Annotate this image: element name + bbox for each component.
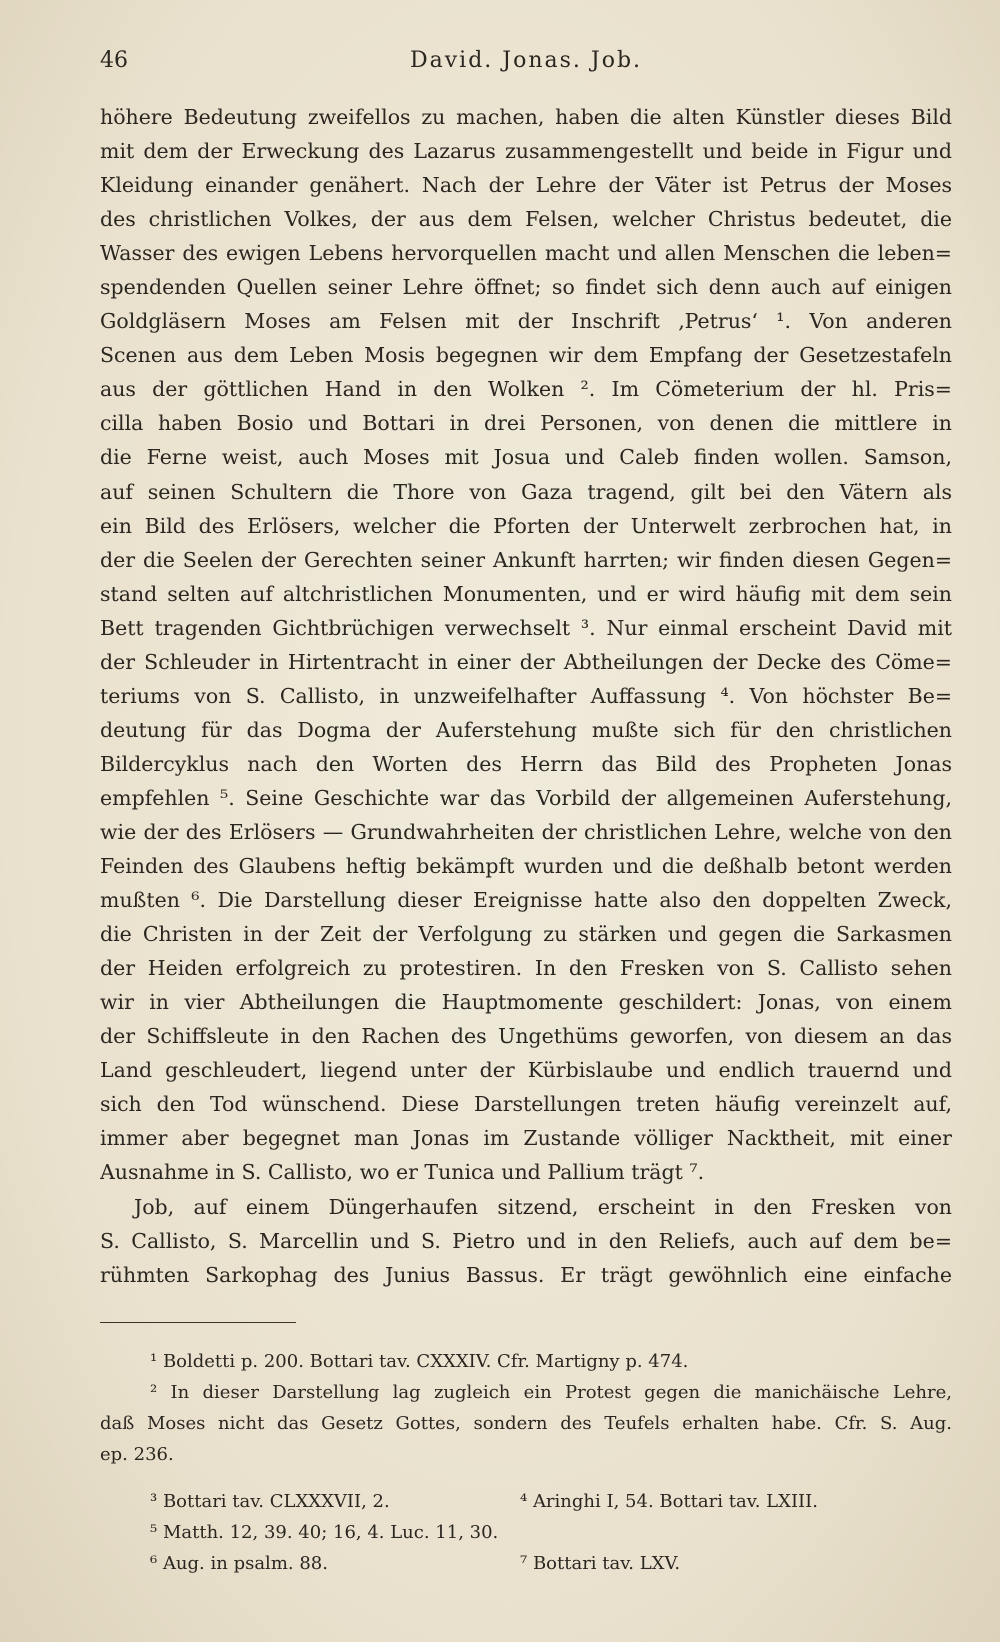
footnote-row: [100, 1486, 952, 1517]
text-line: Bildercyklus nach den Worten des Herrn das Bild des Propheten Jonas: [100, 751, 952, 776]
text-line: wie der des Erlösers — Grundwahrheiten der christlichen Lehre, welche von den: [100, 819, 952, 844]
text-line: mit dem der Erweckung des Lazarus zusammengestellt und beide in Figur und: [100, 139, 952, 164]
footnote-5: ⁵ Matth. 12, 39. 40; 16, 4. Luc. 11, 30.: [150, 1522, 499, 1543]
text-line: höhere Bedeutung zweifellos zu machen, haben die alten Künstler dieses Bild: [100, 105, 952, 129]
page-header: [100, 48, 952, 80]
text-line: sich den Tod wünschend. Diese Darstellungen treten häufig vereinzelt auf,: [100, 1092, 952, 1117]
text-line: Goldgläsern Moses am Felsen mit der Inschrift ‚Petrus‘ ¹. Von anderen: [100, 309, 952, 334]
text-line: Wasser des ewigen Lebens hervorquellen macht und allen Menschen die leben=: [100, 241, 952, 266]
footnote-2-continued: daß Moses nicht das Gesetz Gottes, sondern des Teufels erhalten habe. Cfr. S. Aug.: [100, 1413, 952, 1434]
text-line: teriums von S. Callisto, in unzweifelhafter Auffassung ⁴. Von höchster Be=: [100, 683, 952, 708]
footnote-2: ² In dieser Darstellung lag zugleich ein Protest gegen die manichäische Lehre,: [150, 1382, 952, 1403]
text-line: Job, auf einem Düngerhaufen sitzend, erscheint in den Fresken von: [134, 1194, 952, 1219]
text-line: Ausnahme in S. Callisto, wo er Tunica und Pallium trägt ⁷.: [100, 1160, 705, 1185]
text-line: Feinden des Glaubens heftig bekämpft wurden und die deßhalb betont werden: [100, 854, 952, 879]
text-line: stand selten auf altchristlichen Monumenten, und er wird häufig mit dem sein: [100, 581, 952, 606]
footnote-divider: [100, 1322, 296, 1323]
text-line: wir in vier Abtheilungen die Hauptmomente geschildert: Jonas, von einem: [100, 990, 952, 1015]
footnote-row: [100, 1548, 952, 1579]
footnote-7: ⁷ Bottari tav. LXV.: [520, 1553, 681, 1574]
text-line: empfehlen ⁵. Seine Geschichte war das Vorbild der allgemeinen Auferstehung,: [100, 785, 952, 810]
text-line: Bett tragenden Gichtbrüchigen verwechselt ³. Nur einmal erscheint David mit: [100, 615, 952, 640]
text-line: aus der göttlichen Hand in den Wolken ². Im Cömeterium der hl. Pris=: [100, 377, 952, 402]
body-text: [100, 100, 952, 1292]
text-line: deutung für das Dogma der Auferstehung mußte sich für den christlichen: [100, 717, 952, 742]
text-line: spendenden Quellen seiner Lehre öffnet; so findet sich denn auch auf einigen: [100, 275, 952, 300]
text-line: der Heiden erfolgreich zu protestiren. In den Fresken von S. Callisto sehen: [100, 956, 952, 981]
footnotes: [100, 1346, 952, 1579]
footnote-2-end: ep. 236.: [100, 1444, 174, 1465]
text-line: die Ferne weist, auch Moses mit Josua und Caleb finden wollen. Samson,: [100, 445, 952, 470]
text-line: S. Callisto, S. Marcellin und S. Pietro und in den Reliefs, auch auf dem be=: [100, 1228, 952, 1253]
text-line: mußten ⁶. Die Darstellung dieser Ereignisse hatte also den doppelten Zweck,: [100, 888, 952, 913]
footnote-4: ⁴ Aringhi I, 54. Bottari tav. LXIII.: [520, 1491, 818, 1512]
text-line: rühmten Sarkophag des Junius Bassus. Er trägt gewöhnlich eine einfache: [100, 1262, 952, 1287]
text-line: der Schiffsleute in den Rachen des Ungethüms geworfen, von diesem an das: [100, 1024, 952, 1049]
footnote-3: ³ Bottari tav. CLXXXVII, 2.: [150, 1491, 390, 1512]
footnote-6: ⁶ Aug. in psalm. 88.: [150, 1553, 328, 1574]
text-line: Kleidung einander genähert. Nach der Lehre der Väter ist Petrus der Moses: [100, 173, 952, 198]
text-line: der Schleuder in Hirtentracht in einer der Abtheilungen der Decke des Cöme=: [100, 649, 952, 674]
footnote-1: ¹ Boldetti p. 200. Bottari tav. CXXXIV. Cfr. Martigny p. 474.: [150, 1351, 689, 1372]
text-line: der die Seelen der Gerechten seiner Ankunft harrten; wir finden diesen Gegen=: [100, 547, 952, 572]
page-number: 46: [100, 48, 128, 73]
text-line: immer aber begegnet man Jonas im Zustande völliger Nacktheit, mit einer: [100, 1126, 952, 1151]
text-line: auf seinen Schultern die Thore von Gaza tragend, gilt bei den Vätern als: [100, 479, 952, 504]
text-line: cilla haben Bosio und Bottari in drei Personen, von denen die mittlere in: [100, 411, 952, 436]
text-line: ein Bild des Erlösers, welcher die Pforten der Unterwelt zerbrochen hat, in: [100, 513, 952, 538]
running-head: David. Jonas. Job.: [409, 48, 643, 73]
text-line: des christlichen Volkes, der aus dem Felsen, welcher Christus bedeutet, die: [100, 207, 952, 232]
text-line: Scenen aus dem Leben Mosis begegnen wir dem Empfang der Gesetzestafeln: [100, 343, 952, 368]
text-line: Land geschleudert, liegend unter der Kürbislaube und endlich trauernd und: [100, 1058, 952, 1083]
text-line: die Christen in der Zeit der Verfolgung zu stärken und gegen die Sarkasmen: [100, 922, 952, 947]
